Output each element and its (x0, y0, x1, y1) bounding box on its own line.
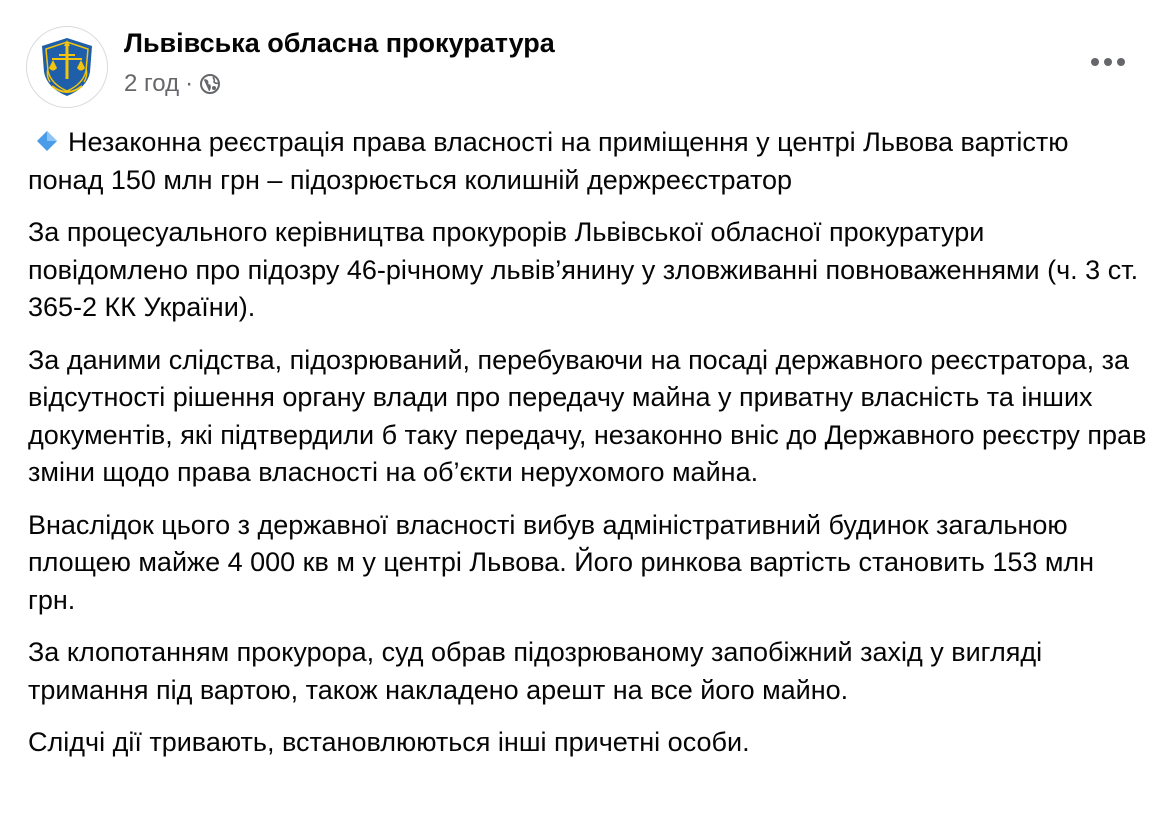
more-options-icon (1090, 57, 1126, 67)
post-headline-text: Незаконна реєстрація права власності на приміщення у центрі Львова вартістю понад 150 млн грн – підозрюється колишній держреєстратор (28, 127, 1069, 195)
globe-icon[interactable] (199, 73, 221, 95)
post-paragraph: Слідчі дії тривають, встановлюються інші причетні особи. (28, 727, 750, 757)
page-name-link[interactable]: Львівська обласна прокуратура (124, 28, 555, 58)
post-body (28, 124, 1148, 777)
page-avatar[interactable] (26, 26, 108, 108)
post-paragraph: За процесуального керівництва прокурорів Львівської обласної прокуратури повідомлено про підозру 46-річному львів’янину у зловживанні повноваженнями (ч. 3 ст. 365-2 КК України). (28, 217, 1139, 322)
post-paragraph: За даними слідства, підозрюваний, перебуваючи на посаді державного реєстратора, за відсутності рішення органу влади про передачу майна у приватну власність та інших документів, які підтвердили б таку передачу, незаконно вніс до Державного реєстру прав зміни щодо права власності на об’єкти нерухомого майна. (28, 344, 1147, 487)
large-blue-diamond-icon (36, 130, 58, 152)
more-options-button[interactable] (1086, 44, 1130, 80)
post-paragraph: За клопотанням прокурора, суд обрав підозрюваному запобіжний захід у вигляді тримання під вартою, також накладено арешт на все його майно. (28, 637, 1043, 705)
meta-separator: · (185, 70, 194, 97)
post-paragraph: Внаслідок цього з державної власності вибув адміністративний будинок загальною площею майже 4 000 кв м у центрі Львова. Його ринкова вартість становить 153 млн грн. (28, 509, 1095, 615)
post-timestamp[interactable]: 2 год (124, 70, 180, 97)
post-headline-paragraph (28, 124, 1148, 199)
prosecutor-emblem-icon (32, 32, 102, 102)
post-meta (124, 70, 221, 98)
